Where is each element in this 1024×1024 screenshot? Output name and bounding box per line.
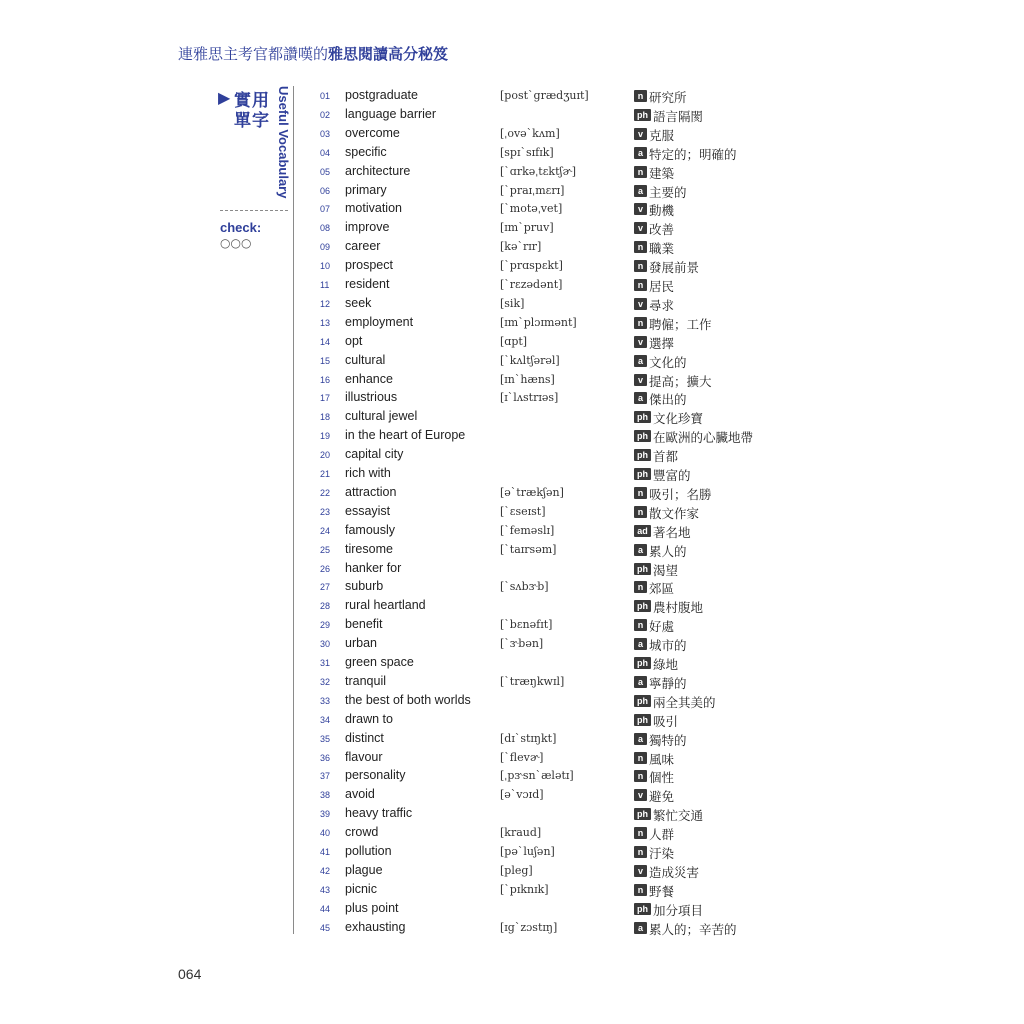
entry-meaning: 主要的	[649, 184, 687, 200]
part-of-speech-badge: v	[634, 336, 647, 348]
vocab-row	[320, 899, 880, 918]
entry-word: green space	[345, 655, 414, 669]
entry-number: 06	[320, 185, 331, 196]
entry-word: suburb	[345, 579, 384, 594]
entry-meaning: 建築	[649, 165, 675, 181]
part-of-speech-badge: a	[634, 544, 647, 556]
entry-word: overcome	[345, 125, 400, 140]
entry-number: 39	[320, 809, 331, 820]
entry-word: motivation	[345, 201, 402, 216]
entry-meaning: 綠地	[653, 657, 679, 672]
entry-meaning: 居民	[649, 279, 675, 294]
entry-meaning: 加分項目	[653, 902, 704, 918]
entry-number: 26	[320, 563, 331, 574]
entry-number: 12	[320, 298, 331, 309]
entry-phonetic: [pleg]	[500, 863, 533, 877]
entry-number: 07	[320, 204, 331, 215]
entry-word: in the heart of Europe	[345, 428, 466, 443]
entry-word: language barrier	[345, 106, 437, 121]
entry-word: prospect	[345, 258, 393, 273]
vocab-row	[320, 407, 880, 426]
entry-phonetic: [ə`vɔɪd]	[500, 788, 544, 802]
vocab-row	[320, 86, 880, 105]
entry-word: essayist	[345, 503, 391, 518]
entry-phonetic: [post`grædʒuɪt]	[500, 89, 589, 102]
vocab-row	[320, 559, 880, 578]
vocab-row	[320, 672, 880, 691]
entry-number: 28	[320, 601, 331, 612]
vocab-row	[320, 785, 880, 804]
entry-phonetic: [ɪn`hæns]	[500, 372, 555, 386]
vocab-row	[320, 804, 880, 823]
entry-phonetic: [pə`luʃən]	[500, 845, 555, 858]
entry-number: 29	[320, 620, 331, 631]
triangle-arrow-icon: ▶	[218, 88, 231, 107]
entry-phonetic: [ˌpɝsn`ælətɪ]	[500, 769, 574, 783]
vocab-row	[320, 729, 880, 748]
vocab-row	[320, 256, 880, 275]
entry-phonetic: [spɪ`sɪfɪk]	[500, 145, 554, 159]
vocab-row	[320, 748, 880, 767]
entry-number: 32	[320, 676, 331, 687]
part-of-speech-badge: v	[634, 865, 647, 877]
entry-number: 03	[320, 128, 331, 139]
part-of-speech-badge: ph	[634, 695, 651, 707]
entry-word: plus point	[345, 900, 399, 915]
entry-word: attraction	[345, 484, 397, 499]
entry-meaning: 發展前景	[649, 260, 700, 276]
vocab-row	[320, 710, 880, 729]
entry-word: cultural jewel	[345, 409, 418, 424]
part-of-speech-badge: n	[634, 487, 647, 499]
entry-meaning: 渴望	[653, 562, 679, 578]
entry-word: avoid	[345, 787, 375, 802]
entry-number: 16	[320, 374, 331, 385]
entry-number: 10	[320, 261, 331, 272]
entry-meaning: 汙染	[649, 846, 675, 861]
page-number: 064	[178, 966, 202, 982]
entry-number: 21	[320, 469, 331, 479]
entry-word: seek	[345, 295, 372, 310]
entry-phonetic: [ə`trækʃən]	[500, 485, 564, 499]
entry-meaning: 避免	[649, 789, 675, 805]
entry-number: 13	[320, 317, 331, 328]
entry-phonetic: [ˌovə`kʌm]	[500, 126, 560, 140]
part-of-speech-badge: ph	[634, 657, 651, 669]
entry-word: enhance	[345, 371, 393, 386]
part-of-speech-badge: ph	[634, 903, 651, 915]
entry-meaning: 風味	[649, 751, 675, 767]
entry-phonetic: [`bɛnəfɪt]	[500, 618, 553, 632]
vocab-row	[320, 502, 880, 521]
part-of-speech-badge: v	[634, 789, 647, 801]
entry-phonetic: [dɪ`stɪŋkt]	[500, 731, 557, 745]
vocab-row	[320, 124, 880, 143]
entry-meaning: 兩全其美的	[653, 694, 716, 710]
entry-number: 36	[320, 752, 331, 763]
vocab-row	[320, 445, 880, 464]
entry-number: 09	[320, 242, 331, 253]
entry-phonetic: [kraud]	[500, 826, 542, 840]
part-of-speech-badge: a	[634, 733, 647, 745]
entry-number: 22	[320, 487, 331, 498]
entry-meaning: 文化的	[649, 354, 687, 370]
entry-word: rural heartland	[345, 598, 426, 613]
part-of-speech-badge: ph	[634, 109, 651, 121]
vocab-row	[320, 596, 880, 615]
vocab-row	[320, 634, 880, 653]
entry-meaning: 特定的；明確的	[649, 146, 737, 162]
entry-word: primary	[345, 182, 387, 197]
entry-meaning: 改善	[649, 222, 675, 238]
entry-word: capital city	[345, 447, 404, 462]
entry-meaning: 尋求	[649, 297, 675, 313]
part-of-speech-badge: ph	[634, 808, 651, 820]
entry-meaning: 著名地	[653, 524, 691, 540]
part-of-speech-badge: v	[634, 203, 647, 215]
entry-number: 20	[320, 450, 331, 461]
entry-number: 38	[320, 790, 331, 801]
entry-phonetic: [`feməslɪ]	[500, 523, 555, 537]
entry-phonetic: [`pɪknɪk]	[500, 882, 549, 896]
part-of-speech-badge: n	[634, 581, 647, 593]
entry-meaning: 在歐洲的心臟地帶	[653, 430, 754, 446]
entry-number: 17	[320, 393, 331, 404]
part-of-speech-badge: n	[634, 506, 647, 518]
entry-number: 23	[320, 506, 331, 517]
entry-meaning: 研究所	[649, 90, 687, 105]
entry-meaning: 累人的	[649, 543, 687, 559]
entry-meaning: 文化珍寶	[653, 411, 704, 427]
entry-number: 02	[320, 109, 331, 120]
part-of-speech-badge: n	[634, 770, 647, 782]
entry-meaning: 繁忙交通	[653, 808, 704, 824]
entry-number: 04	[320, 147, 331, 158]
header-prefix: 連雅思主考官都讚嘆的	[178, 45, 329, 63]
part-of-speech-badge: n	[634, 241, 647, 253]
part-of-speech-badge: a	[634, 392, 647, 404]
entry-number: 37	[320, 771, 331, 782]
part-of-speech-badge: ph	[634, 449, 651, 461]
entry-number: 01	[320, 91, 331, 101]
vocab-row	[320, 294, 880, 313]
part-of-speech-badge: n	[634, 884, 647, 896]
entry-meaning: 吸引；名勝	[649, 486, 712, 502]
part-of-speech-badge: n	[634, 827, 647, 839]
entry-number: 34	[320, 714, 331, 725]
entry-meaning: 農村腹地	[653, 600, 704, 616]
entry-phonetic: [`ɝbən]	[500, 637, 544, 651]
vocab-row	[320, 823, 880, 842]
entry-phonetic: [`prɑspɛkt]	[500, 259, 563, 273]
vocab-row	[320, 143, 880, 162]
entry-meaning: 職業	[649, 241, 675, 257]
entry-word: exhausting	[345, 919, 406, 934]
vocab-row	[320, 199, 880, 218]
entry-number: 42	[320, 865, 331, 876]
header-title: 雅思閱讀高分秘笈	[328, 45, 449, 63]
vocab-row	[320, 653, 880, 672]
vocab-row	[320, 162, 880, 181]
entry-meaning: 獨特的	[649, 732, 687, 748]
entry-meaning: 造成災害	[649, 864, 700, 880]
entry-number: 30	[320, 639, 331, 650]
part-of-speech-badge: a	[634, 185, 647, 197]
entry-number: 35	[320, 733, 331, 744]
entry-phonetic: [`flevɚ]	[500, 750, 544, 764]
entry-number: 08	[320, 223, 331, 234]
entry-word: rich with	[345, 466, 391, 480]
part-of-speech-badge: ph	[634, 600, 651, 612]
entry-word: illustrious	[345, 390, 398, 405]
check-circles-icon: ○○○	[220, 236, 252, 250]
entry-number: 41	[320, 847, 331, 857]
entry-meaning: 聘僱；工作	[649, 316, 712, 332]
part-of-speech-badge: n	[634, 846, 647, 858]
entry-word: resident	[345, 277, 390, 291]
entry-phonetic: [`træŋkwɪl]	[500, 674, 565, 688]
running-header	[178, 43, 448, 64]
entry-number: 27	[320, 582, 331, 593]
entry-word: tiresome	[345, 541, 393, 556]
entry-number: 05	[320, 166, 331, 177]
entry-number: 24	[320, 525, 331, 536]
entry-word: urban	[345, 636, 377, 651]
dashed-divider	[220, 210, 288, 211]
vocab-row	[320, 918, 880, 937]
vocab-row	[320, 332, 880, 351]
entry-meaning: 提高；擴大	[649, 373, 712, 389]
section-title-line1: 實用	[234, 91, 270, 111]
entry-phonetic: [`sʌbɝb]	[500, 580, 549, 594]
entry-meaning: 傑出的	[649, 392, 687, 408]
part-of-speech-badge: a	[634, 638, 647, 650]
entry-word: pollution	[345, 844, 392, 858]
entry-word: opt	[345, 333, 363, 348]
entry-word: employment	[345, 314, 414, 329]
entry-phonetic: [`taɪrsəm]	[500, 542, 557, 556]
entry-phonetic: [`ɛseɪst]	[500, 504, 546, 518]
entry-meaning: 個性	[649, 770, 675, 786]
part-of-speech-badge: a	[634, 355, 647, 367]
entry-meaning: 語言隔閡	[653, 108, 704, 124]
part-of-speech-badge: v	[634, 222, 647, 234]
entry-phonetic: [ɪm`plɔɪmənt]	[500, 315, 577, 329]
check-label: check:	[220, 220, 262, 235]
entry-number: 45	[320, 922, 331, 933]
vocab-row	[320, 521, 880, 540]
entry-number: 33	[320, 695, 331, 706]
entry-phonetic: [ɪg`zɔstɪŋ]	[500, 920, 558, 934]
entry-number: 19	[320, 431, 331, 442]
part-of-speech-badge: n	[634, 260, 647, 272]
entry-meaning: 好處	[649, 619, 675, 635]
vocab-row	[320, 105, 880, 124]
vocab-row	[320, 181, 880, 200]
entry-word: crowd	[345, 825, 379, 840]
vocab-row	[320, 483, 880, 502]
part-of-speech-badge: n	[634, 90, 647, 102]
vocab-row	[320, 370, 880, 389]
entry-word: hanker for	[345, 560, 402, 575]
entry-meaning: 首都	[653, 449, 679, 465]
entry-number: 11	[320, 280, 330, 290]
entry-meaning: 郊區	[649, 581, 675, 597]
entry-word: distinct	[345, 730, 384, 745]
part-of-speech-badge: n	[634, 619, 647, 631]
part-of-speech-badge: ph	[634, 563, 651, 575]
entry-phonetic: [ɑpt]	[500, 334, 528, 348]
part-of-speech-badge: a	[634, 147, 647, 159]
vocab-row	[320, 426, 880, 445]
vocab-row	[320, 842, 880, 861]
vocab-row	[320, 691, 880, 710]
entry-meaning: 吸引	[653, 713, 679, 729]
section-title-line2: 單字	[234, 111, 270, 131]
entry-meaning: 人群	[649, 827, 675, 843]
entry-phonetic: [ɪm`pruv]	[500, 221, 554, 235]
vocab-row	[320, 615, 880, 634]
entry-number: 25	[320, 544, 331, 555]
entry-number: 18	[320, 412, 331, 423]
entry-word: plague	[345, 862, 383, 877]
entry-meaning: 克服	[649, 127, 675, 143]
entry-meaning: 寧靜的	[649, 675, 687, 691]
entry-word: famously	[345, 522, 396, 537]
entry-phonetic: [ɪ`lʌstrɪəs]	[500, 391, 559, 405]
entry-phonetic: [`kʌltʃərəl]	[500, 353, 560, 367]
vocab-row	[320, 388, 880, 407]
vocab-row	[320, 880, 880, 899]
entry-word: cultural	[345, 352, 386, 367]
part-of-speech-badge: ad	[634, 525, 651, 537]
vocab-row	[320, 577, 880, 596]
vocab-row	[320, 351, 880, 370]
entry-number: 31	[320, 658, 331, 668]
part-of-speech-badge: n	[634, 752, 647, 764]
entry-word: drawn to	[345, 711, 393, 726]
entry-phonetic: [`praɪˌmɛrɪ]	[500, 183, 565, 197]
entry-word: architecture	[345, 163, 411, 178]
entry-word: heavy traffic	[345, 806, 413, 821]
part-of-speech-badge: n	[634, 279, 647, 291]
part-of-speech-badge: ph	[634, 714, 651, 726]
vocab-row	[320, 237, 880, 256]
entry-meaning: 動機	[649, 203, 675, 219]
part-of-speech-badge: a	[634, 922, 647, 934]
entry-phonetic: [`rɛzədənt]	[500, 278, 563, 291]
part-of-speech-badge: a	[634, 676, 647, 688]
vertical-section-label: Useful Vocabulary	[276, 86, 291, 199]
entry-meaning: 選擇	[649, 335, 675, 351]
entry-meaning: 野餐	[649, 883, 675, 899]
entry-meaning: 豐富的	[653, 468, 691, 483]
vocab-row	[320, 464, 880, 483]
vocab-row	[320, 313, 880, 332]
entry-word: picnic	[345, 881, 377, 896]
vocab-row	[320, 540, 880, 559]
entry-number: 15	[320, 355, 331, 366]
entry-word: the best of both worlds	[345, 692, 471, 707]
entry-word: specific	[345, 144, 387, 159]
entry-phonetic: [sik]	[500, 296, 525, 310]
vocab-row	[320, 766, 880, 785]
entry-meaning: 城市的	[649, 638, 687, 654]
entry-number: 44	[320, 903, 331, 914]
entry-word: postgraduate	[345, 88, 418, 102]
entry-phonetic: [`motəˌvet]	[500, 202, 563, 216]
part-of-speech-badge: v	[634, 374, 647, 386]
vertical-divider	[293, 86, 294, 934]
part-of-speech-badge: v	[634, 128, 647, 140]
entry-word: flavour	[345, 749, 383, 764]
entry-meaning: 累人的；辛苦的	[649, 921, 737, 937]
entry-number: 14	[320, 336, 331, 347]
vocab-row	[320, 275, 880, 294]
entry-word: personality	[345, 768, 406, 783]
entry-number: 43	[320, 884, 331, 895]
part-of-speech-badge: ph	[634, 411, 651, 423]
part-of-speech-badge: ph	[634, 468, 651, 480]
vocab-row	[320, 218, 880, 237]
part-of-speech-badge: n	[634, 317, 647, 329]
part-of-speech-badge: v	[634, 298, 647, 310]
entry-meaning: 散文作家	[649, 505, 700, 521]
vocab-row	[320, 861, 880, 880]
part-of-speech-badge: ph	[634, 430, 651, 442]
entry-phonetic: [kə`rɪr]	[500, 240, 542, 254]
part-of-speech-badge: n	[634, 166, 647, 178]
entry-word: benefit	[345, 617, 383, 632]
entry-word: tranquil	[345, 673, 386, 688]
entry-number: 40	[320, 828, 331, 839]
entry-word: improve	[345, 220, 390, 235]
entry-phonetic: [`ɑrkəˌtɛktʃɚ]	[500, 164, 577, 178]
entry-word: career	[345, 239, 381, 254]
